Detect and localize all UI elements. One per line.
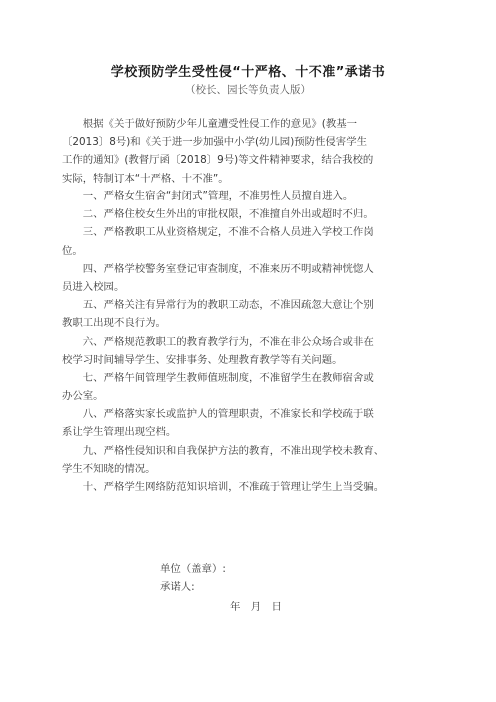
commitment-line: 三、严格教职工从业资格规定，不准不合格人员进入学校工作岗 — [62, 226, 374, 239]
signature-promiser-label: 承诺人: — [160, 581, 195, 593]
commitment-line: 四、严格学校警务室登记审查制度，不准来历不明或精神恍惚人 — [62, 262, 374, 275]
intro-line: 实际，特制订本“十严格、十不准”。 — [62, 172, 229, 185]
commitment-line: 教职工出现不良行为。 — [62, 317, 166, 330]
intro-line: 工作的通知》(教督厅函〔2018〕9号)等文件精神要求，结合我校的 — [62, 154, 374, 167]
commitment-line: 五、严格关注有异常行为的教职工动态，不准因疏忽大意让个别 — [62, 299, 374, 312]
commitment-line: 位。 — [62, 244, 83, 257]
document-title: 学校预防学生受性侵“十严格、十不准”承诺书 — [110, 65, 386, 80]
intro-line: 根据《关于做好预防少年儿童遭受性侵工作的意见》(教基一 — [62, 118, 357, 130]
document-subtitle: （校长、园长等负责人版） — [185, 84, 311, 96]
commitment-line: 一、严格女生宿舍“封闭式”管理，不准男性人员擅自进入。 — [62, 190, 354, 202]
commitment-line: 办公室。 — [62, 390, 104, 403]
commitment-line: 学生不知晓的情况。 — [62, 462, 156, 475]
commitment-line: 员进入校园。 — [62, 280, 125, 293]
commitment-line: 七、严格午间管理学生教师值班制度，不准留学生在教师宿舍或 — [62, 371, 374, 384]
commitment-line: 八、严格落实家长或监护人的管理职责，不准家长和学校疏于联 — [62, 408, 374, 421]
commitment-line: 九、严格性侵知识和自我保护方法的教育，不准出现学校未教育、 — [62, 444, 385, 457]
commitment-line: 六、严格规范教职工的教育教学行为，不准在非公众场合或非在 — [62, 335, 374, 348]
commitment-line: 校学习时间辅导学生、安排事务、处理教育教学等有关问题。 — [62, 353, 343, 366]
signature-date-label: 年 月 日 — [230, 601, 282, 613]
intro-paragraph — [62, 115, 442, 188]
commitment-line: 系让学生管理出现空档。 — [62, 426, 177, 439]
intro-line: 〔2013〕8号)和《关于进一步加强中小学(幼儿园)预防性侵害学生 — [62, 136, 367, 149]
commitment-line: 十、严格学生网络防范知识培训，不准疏于管理让学生上当受骗。 — [62, 481, 385, 493]
signature-unit-label: 单位（盖章）: — [160, 563, 226, 575]
commitment-line: 二、严格住校女生外出的审批权限，不准擅自外出或超时不归。 — [62, 208, 374, 221]
commitment-list — [62, 187, 442, 496]
